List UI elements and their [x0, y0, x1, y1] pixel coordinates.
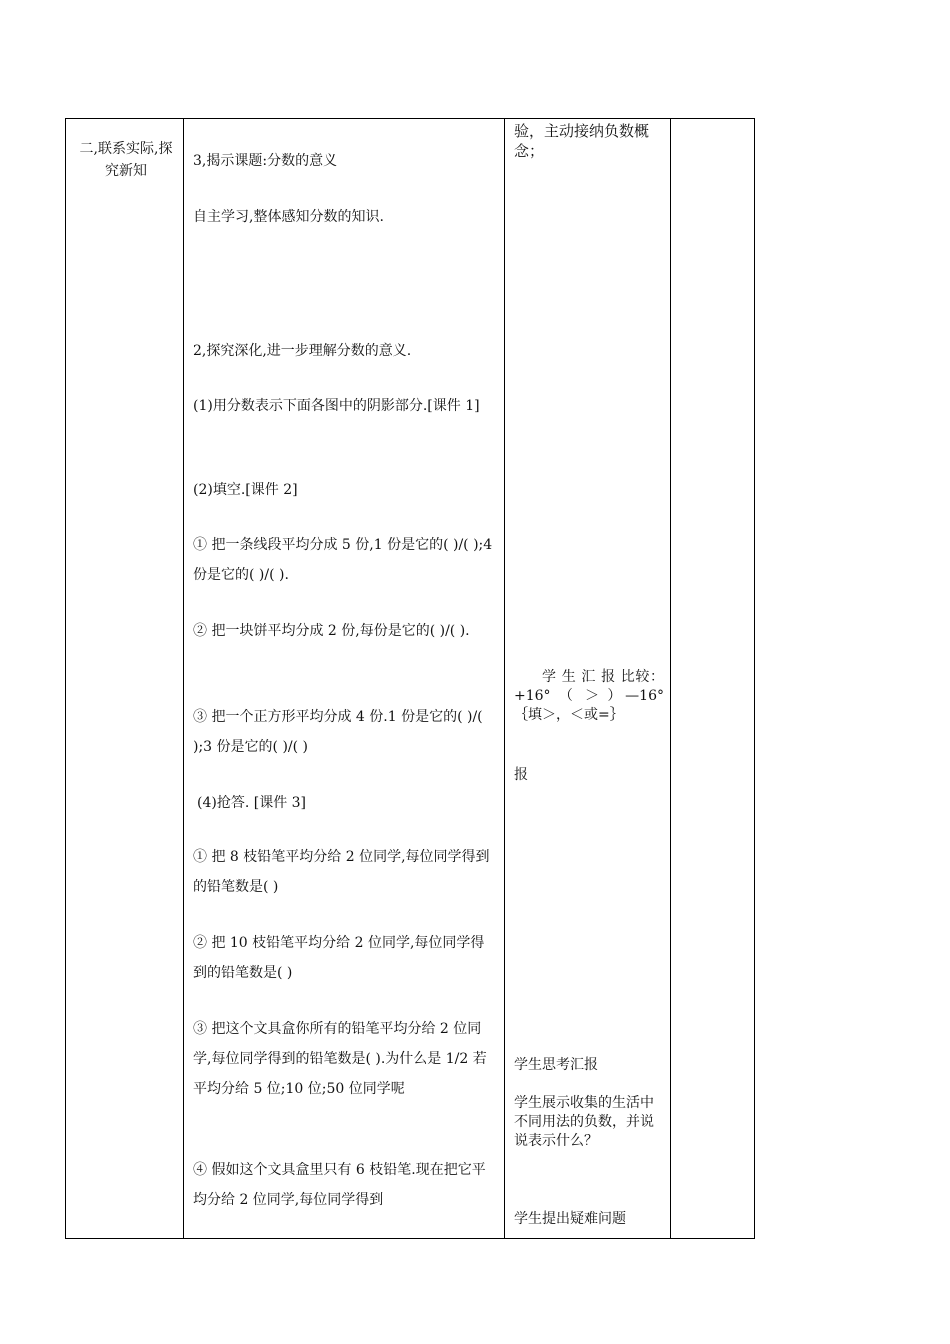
section-title-cell [65, 118, 183, 182]
content-paragraph: 2,探究深化,进一步理解分数的意义. [193, 343, 412, 359]
student-note: 学 生 汇 报 比较：+16° （ ＞ ）—16°｛填＞，＜或=｝ [514, 669, 664, 723]
content-paragraph: ③ 把这个文具盒你所有的铅笔平均分给 2 位同学,每位同学得到的铅笔数是( ).为什么是 1/2 若平均分给 5 位;10 位;50 位同学呢 [193, 1021, 487, 1097]
content-paragraph: ① 把 8 枝铅笔平均分给 2 位同学,每位同学得到的铅笔数是( ) [193, 849, 490, 895]
content-paragraph: ② 把一块饼平均分成 2 份,每份是它的( )/( ). [193, 623, 470, 639]
content-paragraph: ① 把一条线段平均分成 5 份,1 份是它的( )/( );4 份是它的( )/( ). [193, 537, 493, 583]
lesson-table [65, 118, 755, 1239]
student-note: 学生提出疑难问题 [514, 1211, 626, 1227]
content-cell [184, 118, 504, 1239]
student-note: 学生展示收集的生活中不同用法的负数，并说说表示什么？ [514, 1095, 654, 1149]
content-paragraph: ④ 假如这个文具盒里只有 6 枝铅笔.现在把它平均分给 2 位同学,每位同学得到 [193, 1162, 486, 1208]
student-note: 学生思考汇报 [514, 1057, 598, 1073]
content-paragraph: (2)填空.[课件 2] [193, 482, 298, 498]
student-activity-cell [505, 118, 671, 1239]
student-note: 报 [514, 767, 528, 783]
content-paragraph: ② 把 10 枝铅笔平均分给 2 位同学,每位同学得到的铅笔数是( ) [193, 935, 485, 981]
content-paragraph: 3,揭示课题:分数的意义 [193, 153, 338, 169]
content-paragraph: (4)抢答. [课件 3] [197, 795, 307, 811]
section-title: 二,联系实际,探究新知 [79, 141, 173, 179]
content-paragraph: (1)用分数表示下面各图中的阴影部分.[课件 1] [193, 398, 480, 414]
content-paragraph: ③ 把一个正方形平均分成 4 份.1 份是它的( )/( );3 份是它的( )/( ) [193, 709, 483, 755]
content-paragraph: 自主学习,整体感知分数的知识. [193, 209, 384, 225]
student-note: 验，主动接纳负数概念； [514, 122, 650, 160]
